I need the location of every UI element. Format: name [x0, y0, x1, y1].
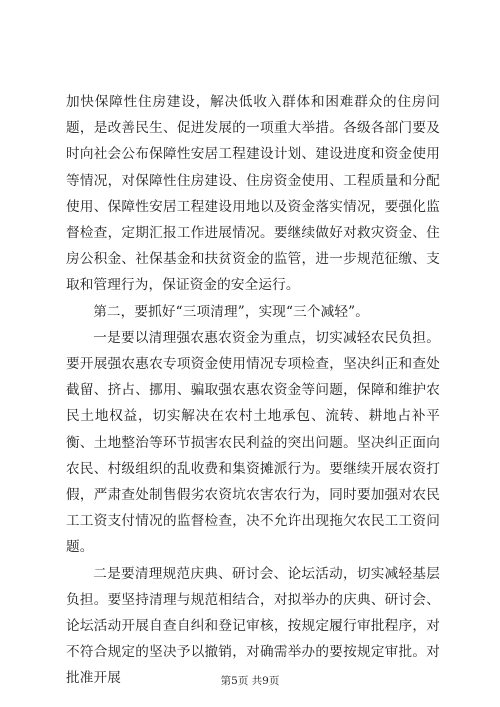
page-number-footer: 第5页 共9页: [220, 675, 280, 687]
paragraph-farmer-burden: 一是要以清理强农惠农资金为重点，切实减轻农民负担。要开展强农惠农专项资金使用情况专项检查，坚决纠正和查处截留、挤占、挪用、骗取强农惠农资金等问题，保障和维护农民土地权益，切实解决在农村土地承包、流转、耕地占补平衡、土地整治等环节损害农民利益的突出问题。坚决纠正面向农民、村级组织的乱收费和集资摊派行为。要继续开展农资打假，严肃查处制售假劣农资坑农害农行为，同时要加强对农民工工资支付情况的监督检查，决不允许出现拖欠农民工工资问题。: [66, 329, 440, 556]
paragraph-three-cleanups-heading: 第二，要抓好“三项清理”，实现“三个减轻”。: [93, 303, 369, 320]
document-body: [66, 89, 440, 692]
paragraph-housing-supervision: 加快保障性住房建设，解决低收入群体和困难群众的住房问题，是改善民生、促进发展的一项重大举措。各级各部门要及时向社会公布保障性安居工程建设计划、建设进度和资金使用等情况，对保障性住房建设、住房资金使用、工程质量和分配使用、保障性安居工程建设用地以及资金落实情况，要强化监督检查，定期汇报工作进展情况。要继续做好对救灾资金、住房公积金、社保基金和扶贫资金的监管，进一步规范征缴、支取和管理行为，保证资金的安全运行。: [66, 94, 440, 294]
paragraph-grassroots-burden: 二是要清理规范庆典、研讨会、论坛活动，切实减轻基层负担。要坚持清理与规范相结合，对拟举办的庆典、研讨会、论坛活动开展自查自纠和登记审核，按规定履行审批程序，对不符合规定的坚决予以撤销，对确需举办的要按规定审批。对批准开展: [66, 565, 440, 687]
